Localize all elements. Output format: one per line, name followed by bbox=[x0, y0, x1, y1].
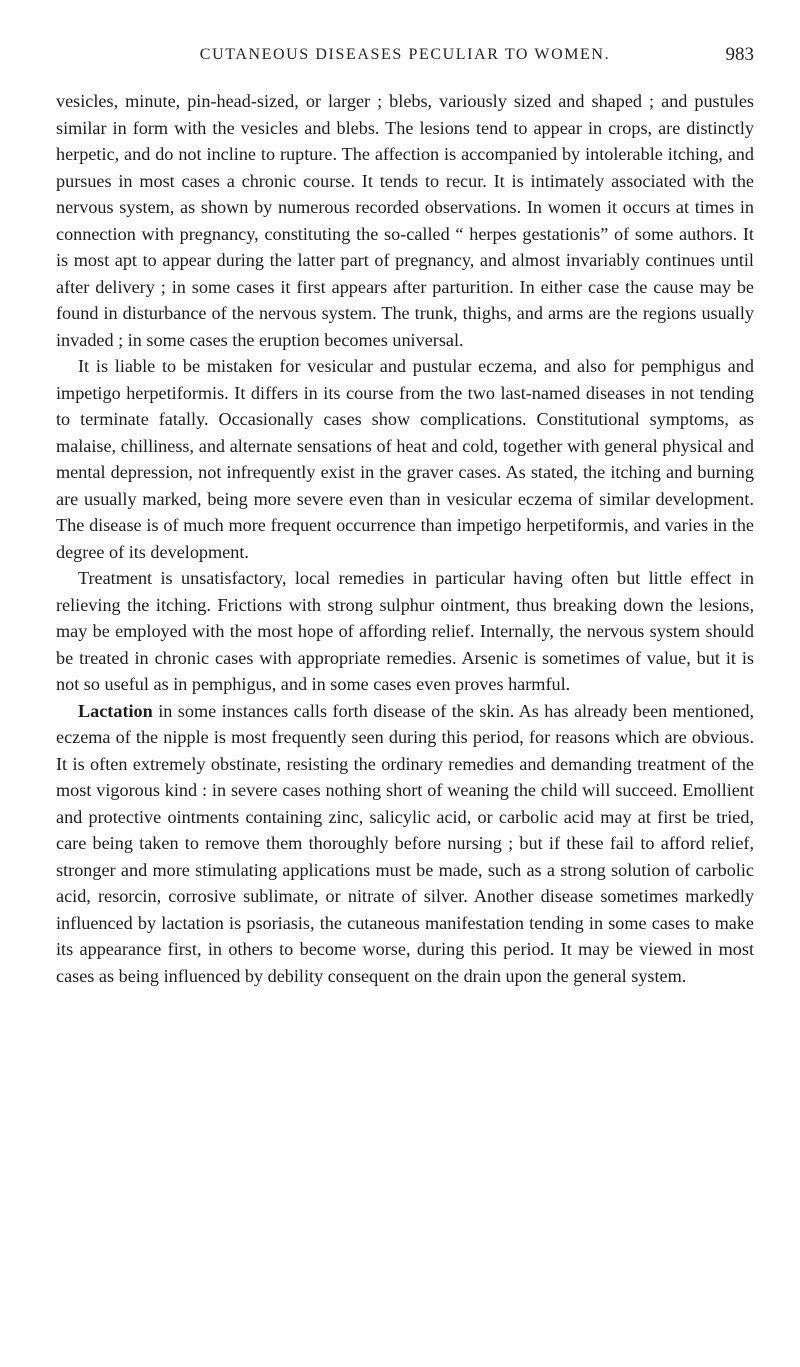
paragraph-text: Treatment is unsatisfactory, local remedies in particular having often but little effect in relieving the itching. Frictions with strong sulphur ointment, thus breaking down the lesions, may be employed with the most hope of affording relief. Internally, the nervous system should be treated in chronic cases with appropriate remedies. Arsenic is sometimes of value, but it is not so useful as in pemphigus, and in some cases even proves harmful. bbox=[56, 568, 754, 694]
running-head bbox=[56, 40, 754, 70]
page-number: 983 bbox=[725, 44, 754, 65]
paragraph-diagnosis bbox=[56, 353, 754, 565]
paragraph-text: vesicles, minute, pin-head-sized, or larger ; blebs, variously sized and shaped ; and pustules similar in form with the vesicles and blebs. The lesions tend to appear in crops, are distinctly herpetic, and do not incline to rupture. The affection is accompanied by intolerable itching, and pursues in most cases a chronic course. It tends to recur. It is intimately associated with the nervous system, as shown by numerous recorded observations. In women it occurs at times in connection with pregnancy, constituting the so-called “ herpes gestationis” of some authors. It is most apt to appear during the latter part of pregnancy, and almost invariably continues until after delivery ; in some cases it first appears after parturition. In either case the cause may be found in disturbance of the nervous system. The trunk, thighs, and arms are the regions usually invaded ; in some cases the eruption becomes universal. bbox=[56, 91, 754, 350]
paragraph-lactation bbox=[56, 698, 754, 990]
paragraph-text: It is liable to be mistaken for vesicular and pustular eczema, and also for pemphigus and impetigo herpetiformis. It differs in its course from the two last-named diseases in not tending to terminate fatally. Occasionally cases show complications. Constitutional symptoms, as malaise, chilliness, and alternate sensations of heat and cold, together with general physical and mental depression, not infrequently exist in the graver cases. As stated, the itching and burning are usually marked, being more severe even than in vesicular eczema of similar development. The disease is of much more frequent occurrence than impetigo herpetiformis, and varies in the degree of its development. bbox=[56, 356, 754, 562]
book-page bbox=[56, 40, 754, 989]
body-text bbox=[56, 88, 754, 989]
paragraph-treatment bbox=[56, 565, 754, 698]
running-title: CUTANEOUS DISEASES PECULIAR TO WOMEN. bbox=[199, 46, 611, 63]
paragraph-text: in some instances calls forth disease of the skin. As has already been mentioned, eczema of the nipple is most frequently seen during this period, for reasons which are obvious. It is often extremely obstinate, resisting the ordinary remedies and demanding treatment of the most vigorous kind : in severe cases nothing short of weaning the child will succeed. Emollient and protective ointments containing zinc, salicylic acid, or carbolic acid may at first be tried, care being taken to remove them thoroughly before nursing ; but if these fail to afford relief, stronger and more stimulating applications must be made, such as a strong solution of carbolic acid, resorcin, corrosive sublimate, or nitrate of silver. Another disease sometimes markedly influenced by lactation is psoriasis, the cutaneous manifestation tending in some cases to make its appearance first, in others to become worse, during this period. It may be viewed in most cases as being influenced by debility consequent on the drain upon the general system. bbox=[56, 700, 754, 986]
paragraph-herpes-continuation bbox=[56, 88, 754, 353]
paragraph-lead-term: Lactation bbox=[78, 700, 153, 721]
